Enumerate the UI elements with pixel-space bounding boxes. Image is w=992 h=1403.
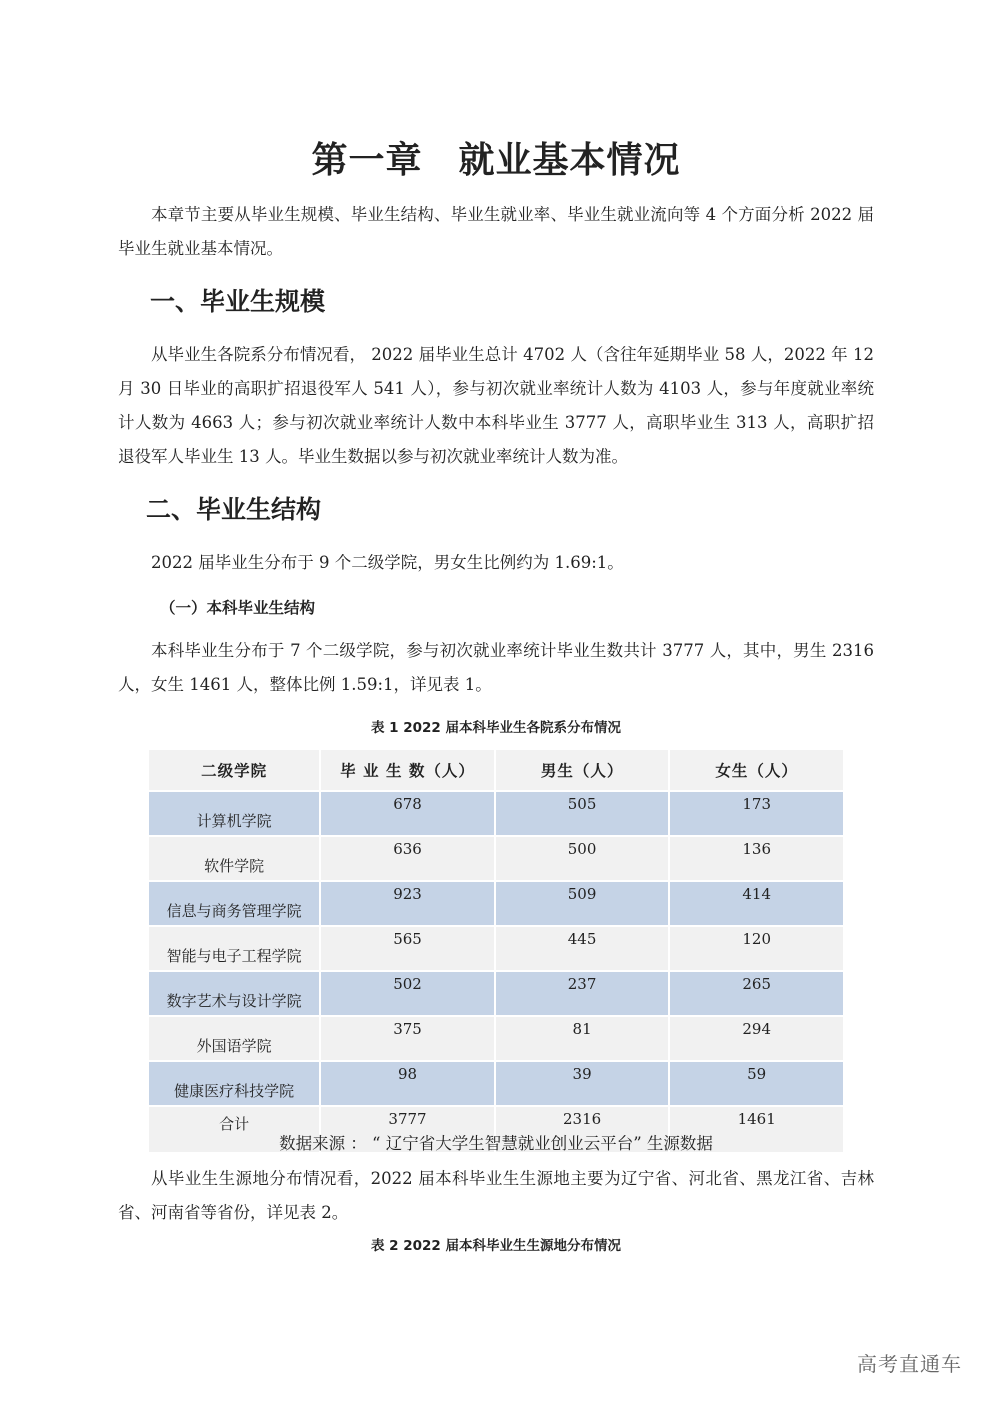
cell-female: 294	[670, 1017, 843, 1060]
col-header-graduates: 毕 业 生 数（人）	[321, 750, 494, 790]
section-heading-scale: 一、毕业生规模	[150, 287, 326, 316]
table-row	[149, 927, 843, 970]
table-row	[149, 972, 843, 1015]
cell-male: 39	[496, 1062, 669, 1105]
table-header-row	[149, 750, 843, 790]
cell-total-female: 1461	[670, 1107, 843, 1152]
cell-female: 136	[670, 837, 843, 880]
col-header-female: 女生（人）	[670, 750, 843, 790]
cell-female: 173	[670, 792, 843, 835]
cell-male: 237	[496, 972, 669, 1015]
chapter-number: 第一章	[311, 140, 423, 181]
cell-graduates: 502	[321, 972, 494, 1015]
chapter-name: 就业基本情况	[458, 140, 681, 181]
cell-college: 软件学院	[149, 837, 319, 880]
cell-female: 414	[670, 882, 843, 925]
col-header-male: 男生（人）	[496, 750, 669, 790]
cell-college: 外国语学院	[149, 1017, 319, 1060]
cell-male: 81	[496, 1017, 669, 1060]
section-heading-structure: 二、毕业生结构	[146, 495, 322, 524]
undergrad-paragraph: 本科毕业生分布于 7 个二级学院，参与初次就业率统计毕业生数共计 3777 人，其中，男生 2316 人，女生 1461 人，整体比例 1.59:1，详见表 1。	[118, 641, 874, 694]
chapter-title	[0, 132, 992, 183]
table1-source-note: 数据来源 ： “ 辽宁省大学生智慧就业创业云平台” 生源数据	[279, 1134, 713, 1153]
cell-graduates: 636	[321, 837, 494, 880]
cell-male: 505	[496, 792, 669, 835]
table-row	[149, 837, 843, 880]
cell-graduates: 565	[321, 927, 494, 970]
cell-female: 59	[670, 1062, 843, 1105]
cell-college: 计算机学院	[149, 792, 319, 835]
cell-total-graduates: 3777	[321, 1107, 494, 1152]
table-row	[149, 1062, 843, 1105]
cell-college: 信息与商务管理学院	[149, 882, 319, 925]
cell-total-label: 合计	[149, 1107, 319, 1152]
table-row	[149, 882, 843, 925]
cell-male: 500	[496, 837, 669, 880]
college-distribution-table	[147, 748, 845, 1154]
structure-paragraph: 2022 届毕业生分布于 9 个二级学院，男女生比例约为 1.69:1。	[151, 553, 624, 572]
cell-college: 健康医疗科技学院	[149, 1062, 319, 1105]
cell-female: 120	[670, 927, 843, 970]
table-row	[149, 792, 843, 835]
origin-paragraph: 从毕业生生源地分布情况看，2022 届本科毕业生生源地主要为辽宁省、河北省、黑龙江省、吉林省、河南省等省份，详见表 2。	[118, 1169, 874, 1222]
col-header-college: 二级学院	[149, 750, 319, 790]
cell-college: 数字艺术与设计学院	[149, 972, 319, 1015]
table-row	[149, 1017, 843, 1060]
intro-paragraph: 本章节主要从毕业生规模、毕业生结构、毕业生就业率、毕业生就业流向等 4 个方面分析 2022 届毕业生就业基本情况。	[118, 205, 874, 258]
cell-graduates: 375	[321, 1017, 494, 1060]
table2-caption: 表 2 2022 届本科毕业生生源地分布情况	[370, 1238, 622, 1254]
cell-total-male: 2316	[496, 1107, 669, 1152]
cell-female: 265	[670, 972, 843, 1015]
cell-male: 445	[496, 927, 669, 970]
scale-paragraph: 从毕业生各院系分布情况看， 2022 届毕业生总计 4702 人（含往年延期毕业 58 人，2022 年 12 月 30 日毕业的高职扩招退役军人 541 人），参与初次就业率统计人数为 4103 人，参与年度就业率统计人数为 4663 人；参与初次就业率统计人数中本科毕业生 3777 人，高职毕业生 313 人，高职扩招退役军人毕业生 13 人。毕业生数据以参与初次就业率统计人数为准。	[118, 345, 874, 466]
cell-graduates: 678	[321, 792, 494, 835]
table1-caption: 表 1 2022 届本科毕业生各院系分布情况	[370, 720, 622, 736]
cell-male: 509	[496, 882, 669, 925]
watermark-text: 高考直通车	[857, 1352, 962, 1376]
cell-college: 智能与电子工程学院	[149, 927, 319, 970]
cell-graduates: 923	[321, 882, 494, 925]
subsection-heading-undergrad: （一）本科毕业生结构	[160, 599, 316, 617]
cell-graduates: 98	[321, 1062, 494, 1105]
